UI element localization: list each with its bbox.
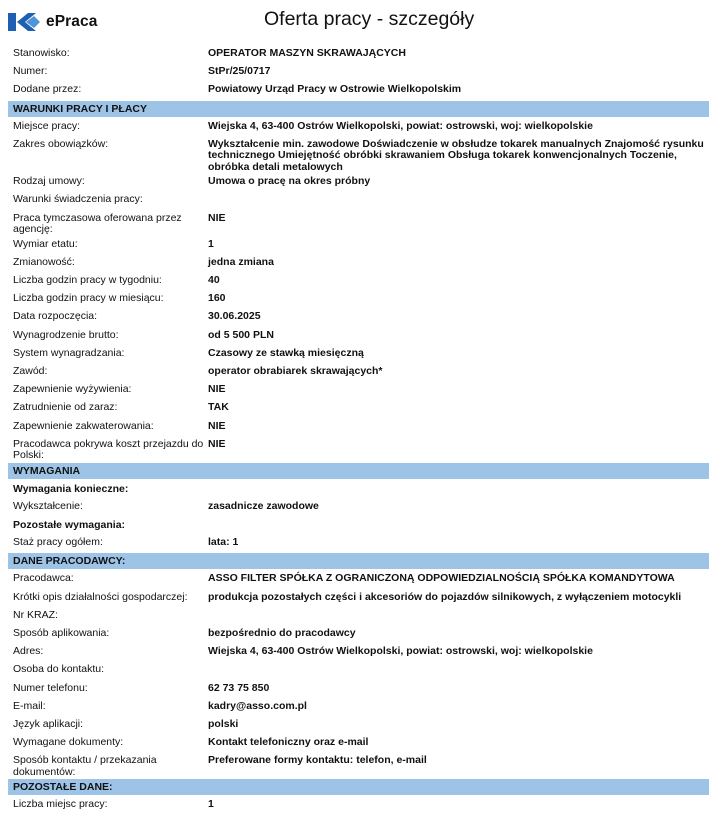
field-value: Umowa o pracę na okres próbny	[208, 175, 371, 188]
detail-row	[8, 308, 709, 326]
field-label: Miejsce pracy:	[13, 119, 81, 132]
detail-row	[8, 327, 709, 345]
field-value: NIE	[208, 211, 226, 224]
field-value: OPERATOR MASZYN SKRAWAJĄCYCH	[208, 47, 406, 59]
field-label: Zatrudnienie od zaraz:	[13, 401, 118, 414]
detail-row	[8, 363, 709, 381]
field-value: TAK	[208, 401, 229, 414]
field-label: Pracodawca:	[13, 572, 74, 585]
field-value	[208, 661, 709, 664]
offer-details	[8, 45, 709, 815]
field-label: Osoba do kontaktu:	[13, 663, 105, 676]
detail-row	[8, 191, 709, 209]
field-value: NIE	[208, 419, 226, 432]
detail-row	[8, 498, 709, 516]
field-label: Język aplikacji:	[13, 717, 84, 730]
field-value: NIE	[208, 383, 226, 396]
field-value: operator obrabiarek skrawających*	[208, 364, 383, 377]
section-header: WYMAGANIA	[8, 463, 709, 479]
field-label: Wynagrodzenie brutto:	[13, 328, 119, 341]
detail-row	[8, 534, 709, 552]
field-label: Numer telefonu:	[13, 681, 88, 694]
section-header: WARUNKI PRACY I PŁACY	[8, 101, 709, 117]
field-value: Czasowy ze stawką miesięczną	[208, 346, 364, 359]
field-label: Zapewnienie wyżywienia:	[13, 383, 132, 396]
field-value: Preferowane formy kontaktu: telefon, e-mail	[208, 754, 427, 767]
field-value: Wykształcenie min. zawodowe Doświadczenie w obsłudze tokarek manualnych Znajomość rysunku technicznego Umiejętność obróbki skrawaniem Obsługa tokarek konwencjonalnych Toczenie, obróbka detali metalowych	[208, 137, 704, 173]
field-label: Rodzaj umowy:	[13, 175, 85, 188]
field-label: Wymagane dokumenty:	[13, 736, 124, 749]
subsection-heading: Wymagania konieczne:	[13, 482, 129, 495]
detail-row	[8, 570, 709, 588]
detail-row	[8, 63, 709, 81]
detail-row	[8, 173, 709, 191]
detail-row	[8, 381, 709, 399]
field-label: Warunki świadczenia pracy:	[13, 193, 143, 206]
detail-row	[8, 643, 709, 661]
detail-row	[8, 345, 709, 363]
section-header: DANE PRACODAWCY:	[8, 553, 709, 569]
detail-row	[8, 661, 709, 679]
detail-row	[8, 796, 709, 814]
detail-row	[8, 698, 709, 716]
field-value: polski	[208, 717, 239, 730]
epraca-logo[interactable]	[6, 10, 97, 34]
field-value: kadry@asso.com.pl	[208, 699, 307, 712]
detail-row	[8, 45, 709, 63]
detail-row	[8, 254, 709, 272]
detail-row	[8, 236, 709, 254]
field-label: Zapewnienie zakwaterowania:	[13, 419, 154, 432]
detail-row	[8, 272, 709, 290]
detail-row	[8, 625, 709, 643]
field-value: bezpośrednio do pracodawcy	[208, 627, 356, 639]
field-value: Powiatowy Urząd Pracy w Ostrowie Wielkopolskim	[208, 83, 462, 96]
detail-row	[8, 136, 709, 174]
field-value: 62 73 75 850	[208, 681, 270, 694]
field-label: Zmianowość:	[13, 255, 75, 268]
field-value: 40	[208, 274, 220, 286]
field-label: Staż pracy ogółem:	[13, 536, 103, 549]
field-value: Wiejska 4, 63-400 Ostrów Wielkopolski, powiat: ostrowski, woj: wielkopolskie	[208, 119, 593, 132]
field-label: Wykształcenie:	[13, 499, 83, 512]
subsection-heading: Pozostałe wymagania:	[13, 519, 126, 532]
field-value: 30.06.2025	[208, 310, 261, 323]
field-label: Stanowisko:	[13, 47, 70, 59]
field-label: Adres:	[13, 645, 44, 658]
field-label: Sposób aplikowania:	[13, 627, 110, 639]
field-label: Dodane przez:	[13, 83, 82, 96]
field-value	[208, 191, 709, 194]
detail-row	[8, 81, 709, 99]
detail-row	[8, 607, 709, 625]
field-value: Wiejska 4, 63-400 Ostrów Wielkopolski, powiat: ostrowski, woj: wielkopolskie	[208, 645, 593, 658]
page-title: Oferta pracy - szczegóły	[264, 8, 475, 30]
field-label: Zakres obowiązków:	[13, 137, 109, 150]
field-value: produkcja pozostałych części i akcesoriów do pojazdów silnikowych, z wyłączeniem motocykli	[208, 590, 682, 603]
field-label: Sposób kontaktu / przekazania dokumentów:	[13, 754, 157, 778]
field-label: Wymiar etatu:	[13, 237, 78, 250]
detail-row	[8, 436, 709, 462]
detail-row	[8, 210, 709, 236]
field-label: Zawód:	[13, 364, 48, 377]
field-value: 1	[208, 798, 214, 811]
page-header	[0, 0, 712, 42]
detail-row	[8, 680, 709, 698]
field-label: System wynagradzania:	[13, 346, 125, 359]
field-value: 1	[208, 237, 214, 250]
field-label: Liczba miejsc pracy:	[13, 798, 108, 811]
field-value: zasadnicze zawodowe	[208, 499, 319, 512]
field-value: lata: 1	[208, 536, 239, 549]
field-value: jedna zmiana	[208, 255, 274, 268]
detail-row	[8, 290, 709, 308]
field-label: Krótki opis działalności gospodarczej:	[13, 590, 188, 603]
field-value: StPr/25/0717	[208, 65, 271, 78]
field-value: od 5 500 PLN	[208, 328, 274, 341]
field-label: Pracodawca pokrywa koszt przejazdu do Polski:	[13, 437, 204, 462]
field-label: Nr KRAZ:	[13, 608, 58, 621]
logo-text: ePraca	[46, 13, 98, 30]
field-label: Numer:	[13, 65, 48, 78]
detail-row	[8, 118, 709, 136]
detail-row	[8, 734, 709, 752]
detail-row	[8, 716, 709, 734]
field-value: NIE	[208, 437, 226, 450]
detail-row	[8, 418, 709, 436]
detail-row	[8, 752, 709, 778]
field-label: Liczba godzin pracy w miesiącu:	[13, 292, 164, 305]
field-label: Liczba godzin pracy w tygodniu:	[13, 274, 162, 286]
field-value: ASSO FILTER SPÓŁKA Z OGRANICZONĄ ODPOWIEDZIALNOŚCIĄ SPÓŁKA KOMANDYTOWA	[208, 572, 675, 585]
detail-row	[8, 589, 709, 607]
field-value: 160	[208, 292, 226, 305]
section-header: POZOSTAŁE DANE:	[8, 779, 709, 795]
field-label: Data rozpoczęcia:	[13, 310, 98, 323]
detail-row	[8, 399, 709, 417]
field-label: Praca tymczasowa oferowana przez agencję:	[13, 211, 182, 236]
field-value: Kontakt telefoniczny oraz e-mail	[208, 736, 369, 749]
field-label: E-mail:	[13, 699, 46, 712]
epraca-logo-icon	[6, 11, 42, 33]
field-value	[208, 607, 709, 610]
